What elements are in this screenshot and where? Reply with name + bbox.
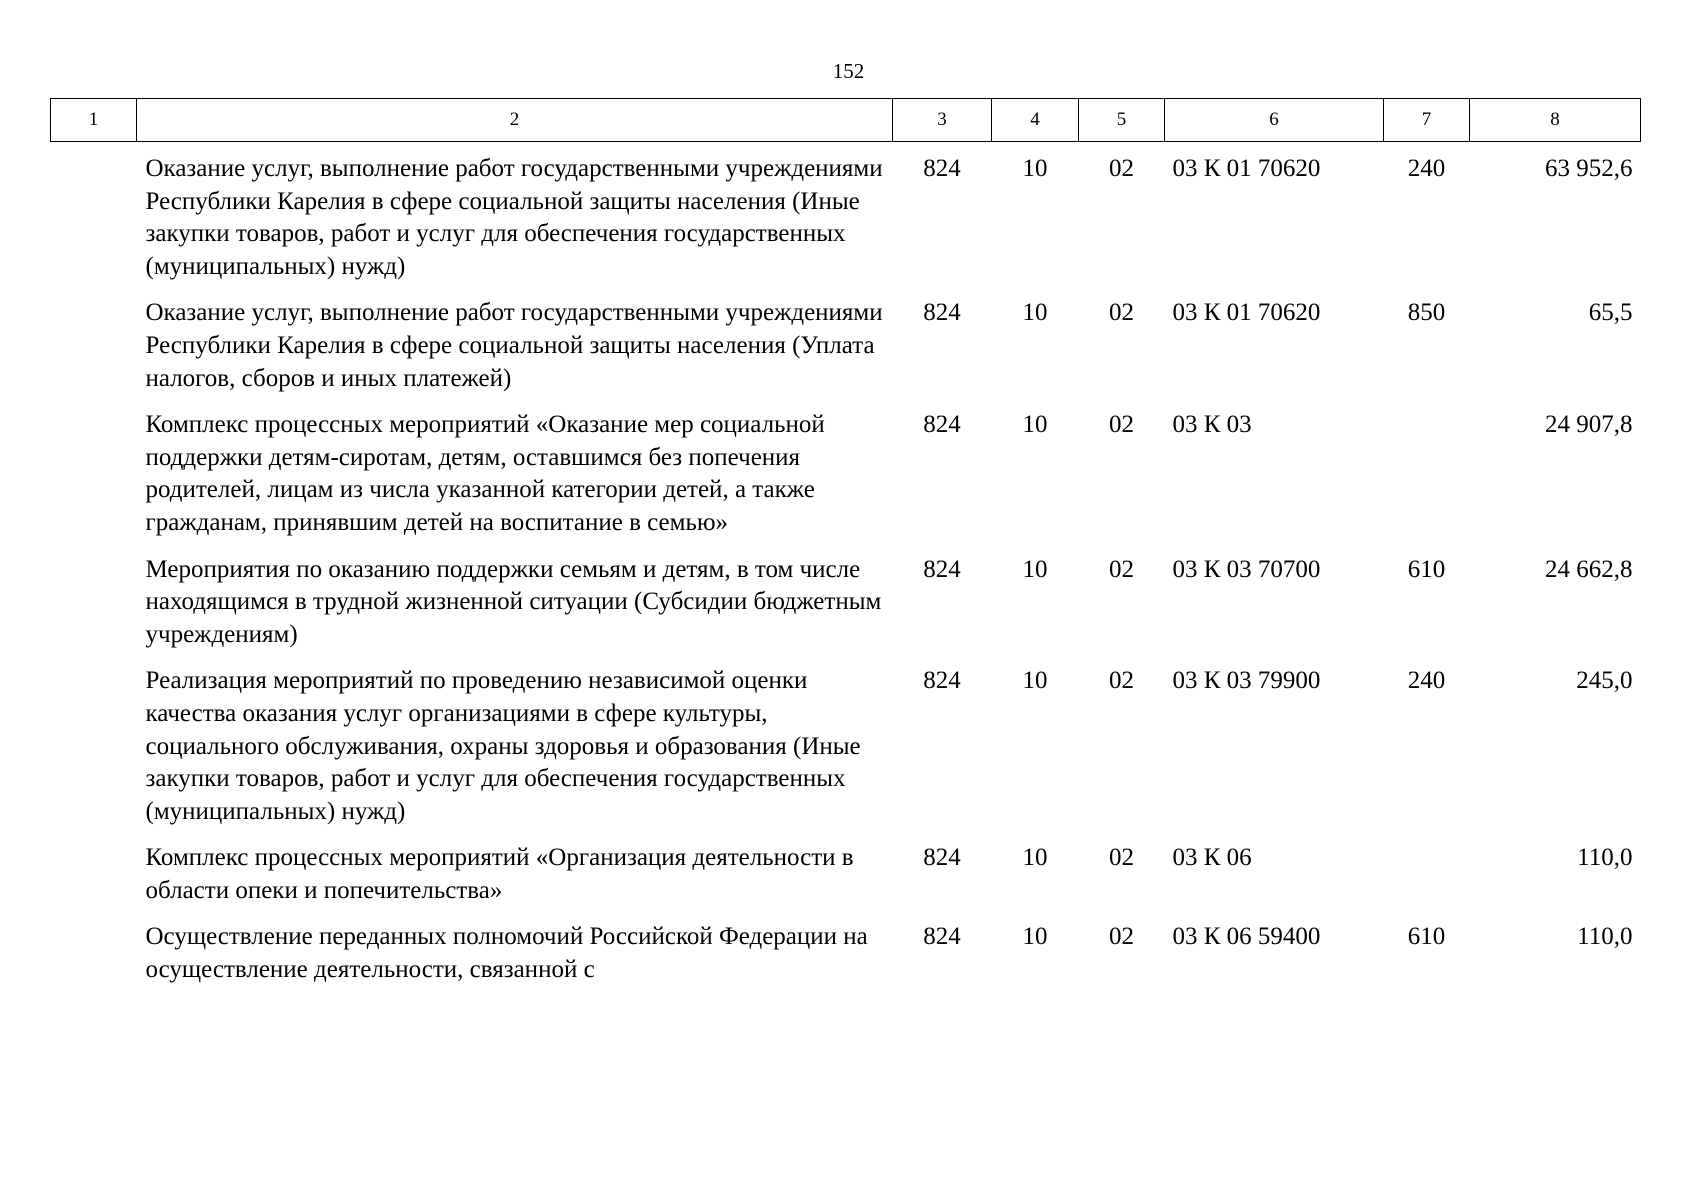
header-cell-2: 2 <box>137 99 893 142</box>
section-code-cell: 10 <box>1022 411 1048 439</box>
budget-table-container <box>50 98 1640 991</box>
header-row <box>51 99 1641 142</box>
subsection-code-cell: 02 <box>1109 844 1134 872</box>
amount-cell: 245,0 <box>1576 667 1633 695</box>
item-name-cell: Осуществление переданных полномочий Российской Федерации на осуществление деятельности, связанной с <box>145 923 868 984</box>
ministry-code-cell: 824 <box>923 155 961 182</box>
subsection-code-cell: 02 <box>1109 299 1134 327</box>
amount-cell: 24 662,8 <box>1545 555 1633 583</box>
ministry-code-cell: 824 <box>923 555 961 583</box>
table-row <box>51 544 1641 656</box>
amount-cell: 110,0 <box>1577 923 1633 951</box>
subsection-code-cell: 02 <box>1109 155 1134 182</box>
table-row <box>51 655 1641 832</box>
expense-type-cell: 240 <box>1407 155 1446 182</box>
header-cell-8: 8 <box>1470 99 1641 142</box>
row-index-cell <box>51 544 137 656</box>
table-row <box>51 399 1641 543</box>
header-cell-1: 1 <box>51 99 137 142</box>
header-cell-4: 4 <box>992 99 1079 142</box>
item-name-cell: Оказание услуг, выполнение работ государственными учреждениями Республики Карелия в сфере социальной защиты населения (Иные закупки товаров, работ и услуг для обеспечения государственных (муниципальных) нужд) <box>145 155 883 280</box>
table-row <box>51 832 1641 911</box>
expense-type-cell: 850 <box>1407 299 1446 327</box>
ministry-code-cell: 824 <box>923 844 961 872</box>
item-name-cell: Оказание услуг, выполнение работ государственными учреждениями Республики Карелия в сфере социальной защиты населения (Уплата налогов, сборов и иных платежей) <box>145 299 883 392</box>
row-index-cell <box>51 832 137 911</box>
target-article-cell: 03 К 01 70620 <box>1172 299 1321 327</box>
section-code-cell: 10 <box>1022 923 1048 951</box>
subsection-code-cell: 02 <box>1109 555 1134 583</box>
target-article-cell: 03 К 01 70620 <box>1172 155 1321 182</box>
section-code-cell: 10 <box>1022 299 1048 327</box>
table-row <box>51 287 1641 399</box>
item-name-cell: Комплекс процессных мероприятий «Организация деятельности в области опеки и попечительства» <box>145 844 854 904</box>
amount-cell: 24 907,8 <box>1545 411 1633 439</box>
section-code-cell: 10 <box>1022 155 1048 182</box>
target-article-cell: 03 К 03 70700 <box>1172 555 1321 583</box>
item-name-cell: Комплекс процессных мероприятий «Оказание мер социальной поддержки детям-сиротам, детям, оставшимся без попечения родителей, лицам из числа указанной категории детей, а также гражданам, принявшим детей на воспитание в семью» <box>145 411 825 536</box>
header-cell-6: 6 <box>1165 99 1384 142</box>
item-name-cell: Реализация мероприятий по проведению независимой оценки качества оказания услуг организациями в сфере культуры, социального обслуживания, охраны здоровья и образования (Иные закупки товаров, работ и услуг для обеспечения государственных (муниципальных) нужд) <box>145 667 861 825</box>
section-code-cell: 10 <box>1022 667 1048 695</box>
amount-cell: 65,5 <box>1588 299 1633 327</box>
budget-table <box>50 98 1641 991</box>
target-article-cell: 03 К 03 <box>1172 411 1252 439</box>
amount-cell: 63 952,6 <box>1545 155 1633 182</box>
ministry-code-cell: 824 <box>923 667 961 695</box>
expense-type-cell <box>1384 399 1470 543</box>
target-article-cell: 03 К 03 79900 <box>1172 667 1321 695</box>
expense-type-cell: 240 <box>1407 667 1446 695</box>
table-header <box>51 99 1641 142</box>
expense-type-cell <box>1384 832 1470 911</box>
header-cell-3: 3 <box>893 99 992 142</box>
row-index-cell <box>51 142 137 288</box>
target-article-cell: 03 К 06 59400 <box>1172 923 1321 951</box>
expense-type-cell: 610 <box>1407 923 1446 951</box>
expense-type-cell: 610 <box>1407 555 1446 583</box>
subsection-code-cell: 02 <box>1109 667 1134 695</box>
ministry-code-cell: 824 <box>923 923 961 951</box>
table-body <box>51 142 1641 991</box>
table-row <box>51 911 1641 990</box>
amount-cell: 110,0 <box>1577 844 1633 872</box>
header-cell-5: 5 <box>1079 99 1165 142</box>
section-code-cell: 10 <box>1022 555 1048 583</box>
item-name-cell: Мероприятия по оказанию поддержки семьям и детям, в том числе находящимся в трудной жизненной ситуации (Субсидии бюджетным учреждениям) <box>145 555 882 648</box>
target-article-cell: 03 К 06 <box>1172 844 1252 872</box>
subsection-code-cell: 02 <box>1109 411 1134 439</box>
section-code-cell: 10 <box>1022 844 1048 872</box>
row-index-cell <box>51 911 137 990</box>
page-number: 152 <box>832 59 865 83</box>
ministry-code-cell: 824 <box>923 299 961 327</box>
row-index-cell <box>51 655 137 832</box>
header-cell-7: 7 <box>1384 99 1470 142</box>
table-row <box>51 142 1641 288</box>
ministry-code-cell: 824 <box>923 411 961 439</box>
row-index-cell <box>51 287 137 399</box>
row-index-cell <box>51 399 137 543</box>
subsection-code-cell: 02 <box>1109 923 1134 951</box>
